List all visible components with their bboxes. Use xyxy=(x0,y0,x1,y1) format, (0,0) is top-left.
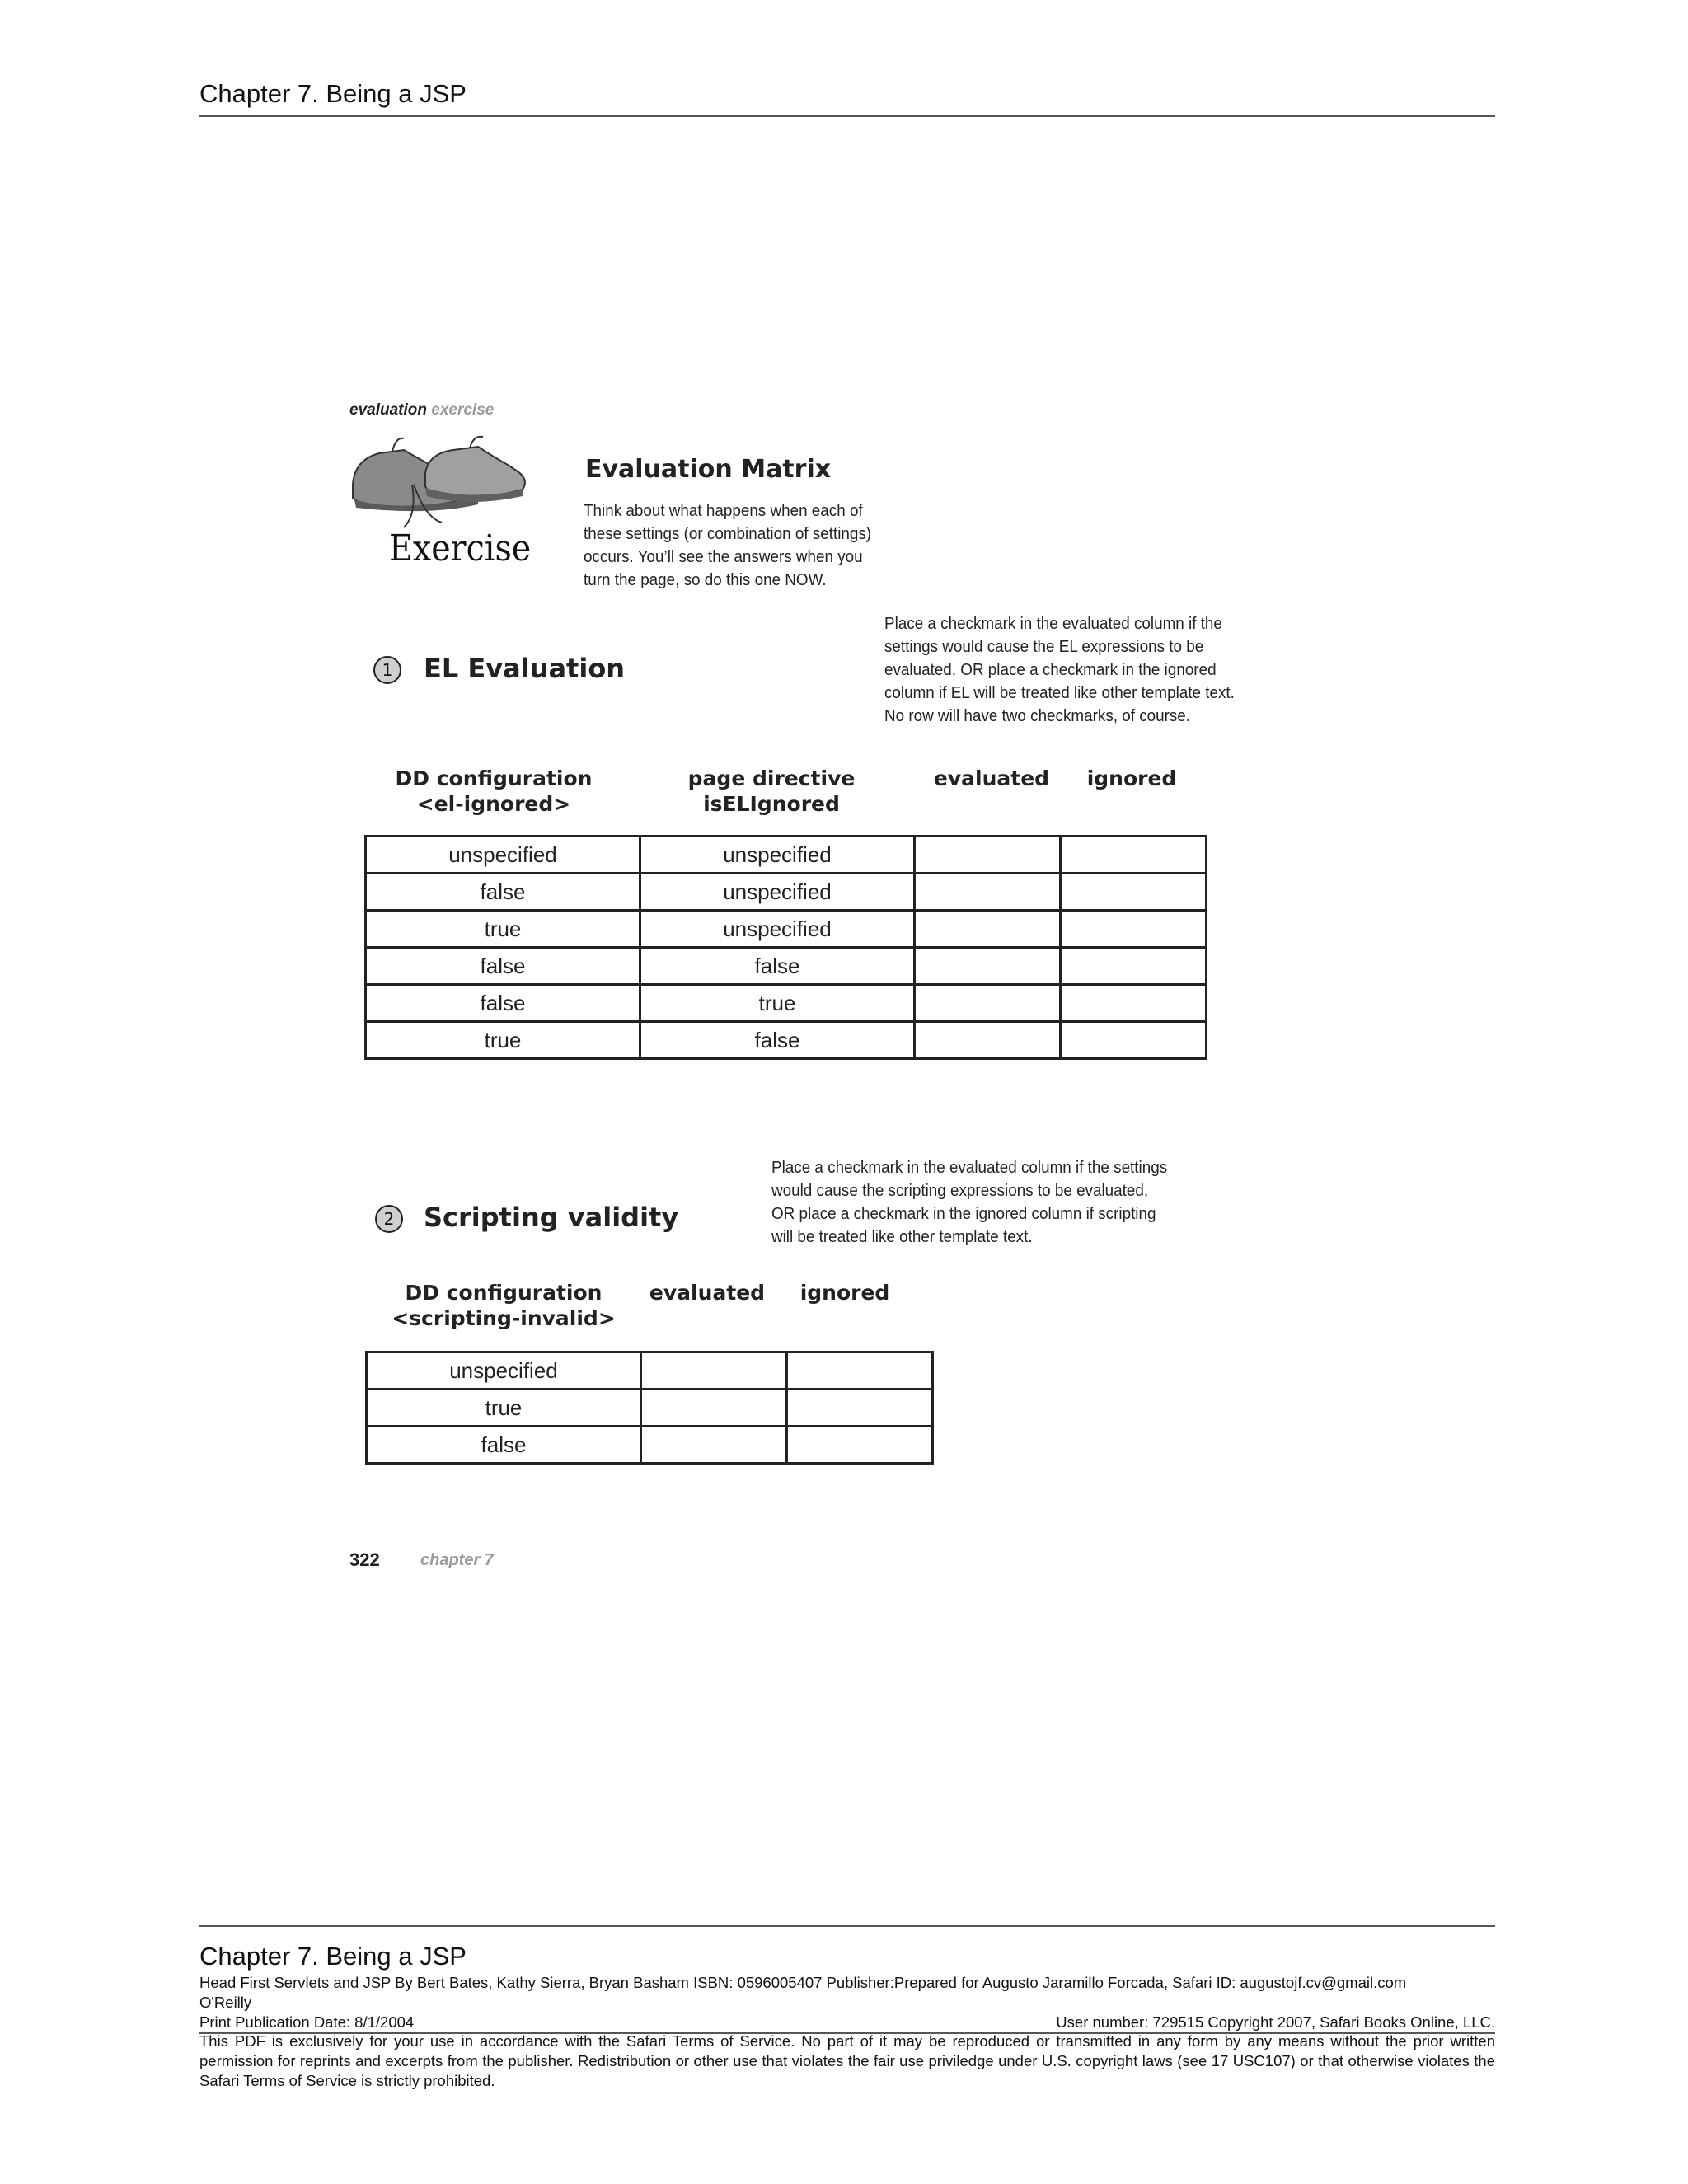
table-cell: unspecified xyxy=(367,1352,641,1390)
note-line: Place a checkmark in the evaluated column if the settings xyxy=(771,1158,1168,1177)
note-line: OR place a checkmark in the ignored column if scripting xyxy=(771,1204,1156,1223)
page-chapter-label: chapter 7 xyxy=(420,1551,494,1569)
col-header-evaluated: evaluated xyxy=(933,766,1050,790)
scripting-instructions xyxy=(771,1156,1196,1249)
table-row xyxy=(366,1022,1207,1059)
checkmark-cell[interactable] xyxy=(641,1390,787,1427)
col-header-line: DD configuration xyxy=(405,1281,603,1305)
note-line: column if EL will be treated like other template text. xyxy=(884,683,1235,702)
col-header-dd-configuration xyxy=(365,1280,642,1331)
note-line: evaluated, OR place a checkmark in the ignored xyxy=(884,660,1217,679)
checkmark-cell[interactable] xyxy=(1061,911,1207,948)
el-evaluation-heading: EL Evaluation xyxy=(424,653,626,684)
table-row xyxy=(366,874,1207,911)
exercise-badge-text: Exercise xyxy=(389,527,532,569)
exercise-sneakers-illustration xyxy=(346,435,537,583)
el-evaluation-table xyxy=(364,835,1207,1060)
table-cell: true xyxy=(366,1022,640,1059)
table-cell: true xyxy=(366,911,640,948)
table-cell: false xyxy=(366,985,640,1022)
note-line: settings would cause the EL expressions to be xyxy=(884,637,1204,656)
footer-print-date: Print Publication Date: 8/1/2004 xyxy=(199,2013,415,2031)
checkmark-cell[interactable] xyxy=(915,874,1061,911)
exercise-intro xyxy=(584,499,872,592)
table-cell: unspecified xyxy=(640,911,915,948)
table-cell: unspecified xyxy=(366,837,640,874)
table-cell: true xyxy=(640,985,915,1022)
table-cell: true xyxy=(367,1390,641,1427)
checkmark-cell[interactable] xyxy=(1061,874,1207,911)
section-label xyxy=(349,401,494,419)
checkmark-cell[interactable] xyxy=(1061,837,1207,874)
col-header-line: isELIgnored xyxy=(703,792,840,816)
col-header-line: DD configuration xyxy=(395,766,593,790)
scripting-validity-table xyxy=(365,1351,934,1465)
checkmark-cell[interactable] xyxy=(1061,1022,1207,1059)
table-cell: false xyxy=(640,1022,915,1059)
checkmark-cell[interactable] xyxy=(641,1427,787,1464)
col-header-line: <scripting-invalid> xyxy=(392,1306,616,1330)
footer-title: Chapter 7. Being a JSP xyxy=(199,1942,467,1971)
section-label-bold: evaluation xyxy=(349,401,427,419)
footer-publisher: O'Reilly xyxy=(199,1994,252,2011)
table-row xyxy=(367,1427,933,1464)
page-number: 322 xyxy=(349,1549,380,1570)
col-header-ignored: ignored xyxy=(1086,766,1177,790)
checkmark-cell[interactable] xyxy=(915,1022,1061,1059)
footer-divider xyxy=(199,1925,1495,1927)
checkmark-cell[interactable] xyxy=(915,985,1061,1022)
checkmark-cell[interactable] xyxy=(787,1352,933,1390)
el-instructions xyxy=(884,612,1309,728)
step-number-1: 1 xyxy=(373,656,401,684)
table-row xyxy=(367,1352,933,1390)
footer-user-line: User number: 729515 Copyright 2007, Safari Books Online, LLC. xyxy=(1056,2013,1495,2031)
table-cell: false xyxy=(367,1427,641,1464)
col-header-dd-configuration xyxy=(365,766,622,817)
scripting-validity-heading: Scripting validity xyxy=(424,1202,679,1233)
table-row xyxy=(366,837,1207,874)
note-line: will be treated like other template text. xyxy=(771,1227,1033,1246)
note-line: would cause the scripting expressions to be evaluated, xyxy=(771,1181,1149,1200)
footer-book-line: Head First Servlets and JSP By Bert Bates, Kathy Sierra, Bryan Basham ISBN: 0596005407 Publisher:Prepared for Augusto Jaramillo Forcada, Safari ID: augustojf.cv@gmail.com xyxy=(199,1974,1407,1991)
note-line: No row will have two checkmarks, of course. xyxy=(884,706,1191,725)
chapter-header-title: Chapter 7. Being a JSP xyxy=(199,79,467,108)
table-cell: false xyxy=(640,948,915,985)
table-cell: false xyxy=(366,948,640,985)
step-number-2: 2 xyxy=(375,1205,403,1233)
note-line: Place a checkmark in the evaluated column if the xyxy=(884,614,1222,633)
checkmark-cell[interactable] xyxy=(641,1352,787,1390)
header-divider xyxy=(199,115,1495,117)
checkmark-cell[interactable] xyxy=(787,1427,933,1464)
el-table-body xyxy=(366,837,1207,1059)
checkmark-cell[interactable] xyxy=(915,948,1061,985)
exercise-title: Evaluation Matrix xyxy=(585,455,832,484)
col-header-line: page directive xyxy=(687,766,856,790)
intro-line: these settings (or combination of settings) xyxy=(584,524,872,543)
col-header-ignored: ignored xyxy=(799,1281,890,1305)
intro-line: Think about what happens when each of xyxy=(584,501,863,520)
table-cell: unspecified xyxy=(640,874,915,911)
checkmark-cell[interactable] xyxy=(915,911,1061,948)
table-row xyxy=(366,985,1207,1022)
checkmark-cell[interactable] xyxy=(787,1390,933,1427)
checkmark-cell[interactable] xyxy=(1061,948,1207,985)
intro-line: occurs. You’ll see the answers when you xyxy=(584,547,863,566)
col-header-evaluated: evaluated xyxy=(649,1281,766,1305)
col-header-page-directive xyxy=(643,766,900,817)
col-header-line: <el-ignored> xyxy=(416,792,571,816)
table-cell: false xyxy=(366,874,640,911)
intro-line: turn the page, so do this one NOW. xyxy=(584,570,827,589)
scripting-table-body xyxy=(367,1352,933,1464)
checkmark-cell[interactable] xyxy=(915,837,1061,874)
checkmark-cell[interactable] xyxy=(1061,985,1207,1022)
table-row xyxy=(367,1390,933,1427)
footer-legal: This PDF is exclusively for your use in accordance with the Safari Terms of Service. No part of it may be reproduced or transmitted in any form by any means without the prior written permission for reprints and excerpts from the publisher. Redistribution or other use that violates the fair use priviledge under U.S. copyright laws (see 17 USC107) or that otherwise violates the Safari Terms of Service is strictly prohibited. xyxy=(199,2032,1495,2089)
table-row xyxy=(366,948,1207,985)
section-label-grey: exercise xyxy=(431,401,495,419)
table-cell: unspecified xyxy=(640,837,915,874)
table-row xyxy=(366,911,1207,948)
